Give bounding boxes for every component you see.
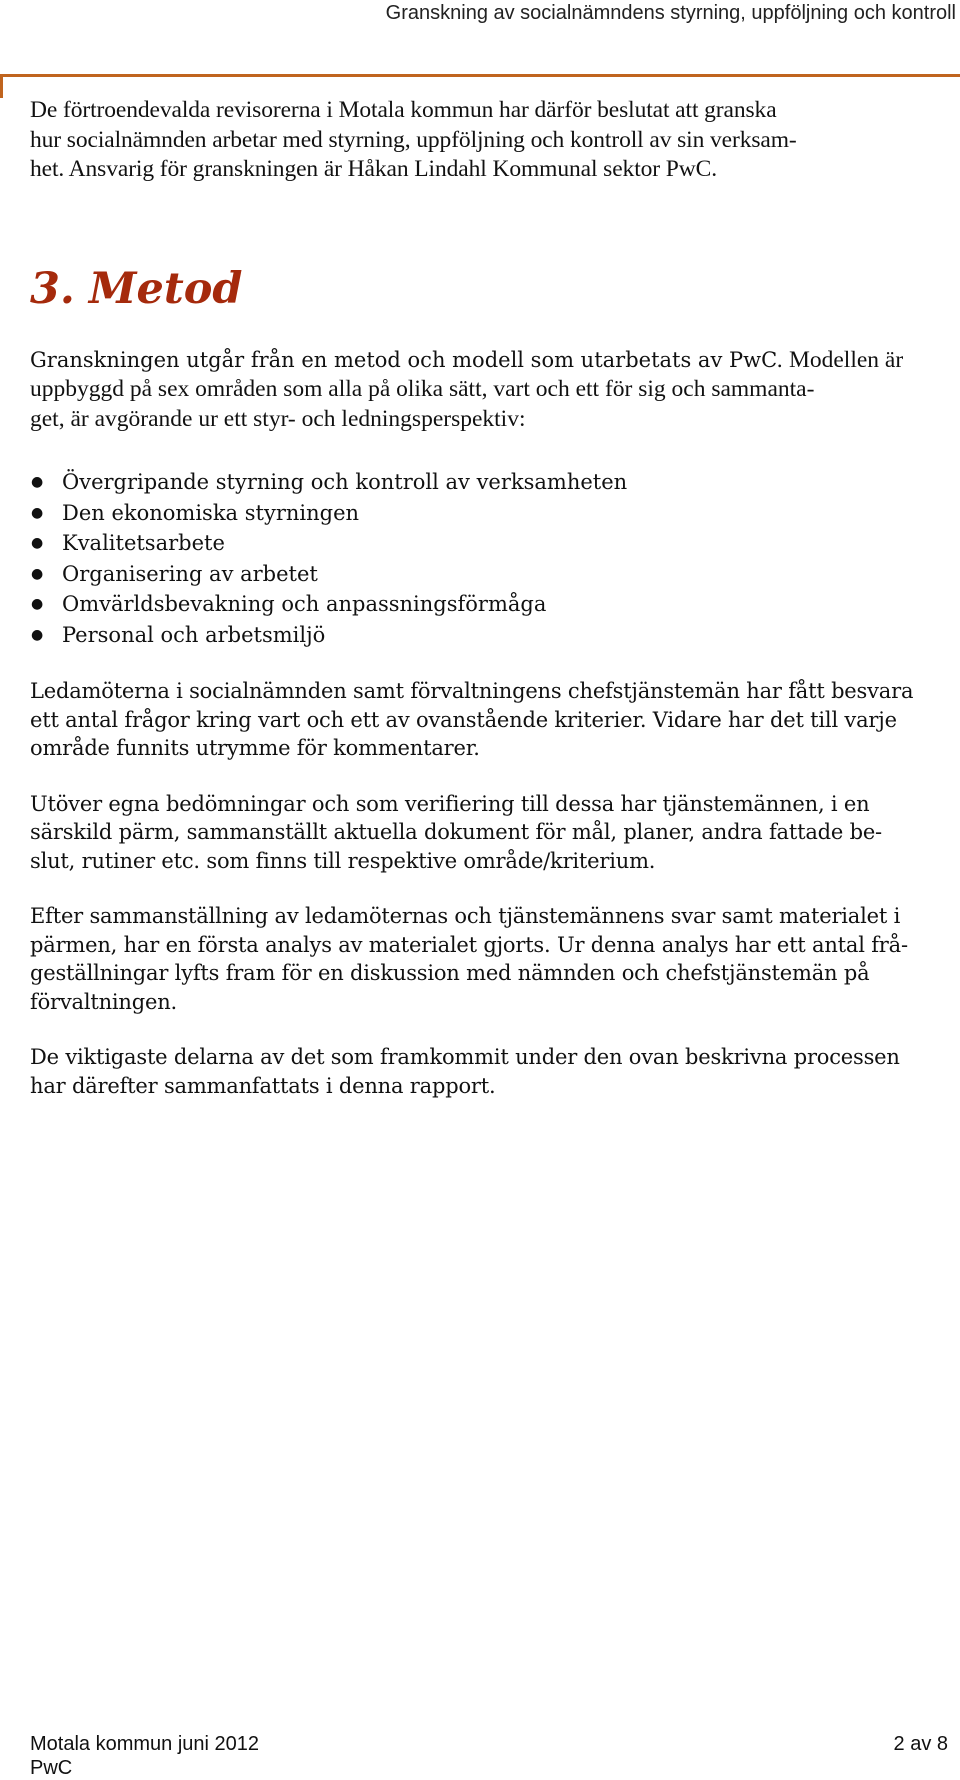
- paragraph-line: Ledamöterna i socialnämnden samt förvaltningens chefstjänstemän har fått besvara: [30, 679, 914, 703]
- paragraph-line: slut, rutiner etc. som finns till respektive område/kriterium.: [30, 848, 656, 873]
- paragraph-line: Utöver egna bedömningar och som verifiering till dessa har tjänstemännen, i en: [30, 791, 870, 816]
- footer-organization-date: Motala kommun juni 2012: [30, 1733, 260, 1755]
- method-line-part: Modellen är: [783, 346, 904, 373]
- body-paragraph: [30, 790, 960, 876]
- paragraph-line: har därefter sammanfattats i denna rapport.: [30, 1073, 496, 1098]
- criteria-item: [30, 528, 960, 559]
- method-line-part: Granskningen utgår från en metod och modell som utarbetats av PwC.: [30, 347, 784, 372]
- criteria-item-label: Övergripande styrning och kontroll av verksamheten: [62, 470, 628, 494]
- criteria-item: [30, 589, 960, 620]
- header-rule: [0, 74, 960, 77]
- criteria-item: [30, 498, 960, 529]
- criteria-item-label: Den ekonomiska styrningen: [62, 500, 360, 525]
- method-line: [30, 346, 960, 376]
- bullet-icon: ●: [31, 565, 44, 582]
- bullet-icon: ●: [31, 474, 44, 490]
- section-heading: [30, 263, 960, 315]
- criteria-item-label: Organisering av arbetet: [62, 561, 318, 586]
- page-body: [30, 96, 960, 1100]
- footer-company: PwC: [30, 1757, 73, 1779]
- body-paragraph: [30, 1043, 960, 1100]
- header-rule-tick: [0, 74, 3, 98]
- section-number: 3.: [30, 263, 75, 314]
- method-paragraph: [30, 346, 960, 435]
- paragraph-line: pärmen, har en första analys av materialet gjorts. Ur denna analys har ett antal frå-: [30, 932, 908, 957]
- method-line: get, är avgörande ur ett styr- och ledningsperspektiv:: [30, 405, 526, 432]
- criteria-item: [30, 620, 960, 651]
- bullet-icon: ●: [31, 504, 44, 521]
- paragraph-line: Efter sammanställning av ledamöternas och tjänstemännens svar samt materialet i: [30, 904, 901, 928]
- criteria-item: [30, 467, 960, 498]
- intro-paragraph: [30, 96, 960, 185]
- page-footer: [30, 1732, 948, 1780]
- section-title: Metod: [88, 263, 243, 314]
- paragraph-line: ett antal frågor kring vart och ett av ovanstående kriterier. Vidare har det till varje: [30, 707, 897, 732]
- footer-row: [30, 1732, 948, 1756]
- method-line: uppbyggd på sex områden som alla på olika sätt, vart och ett för sig och sammanta-: [30, 376, 815, 402]
- criteria-item-label: Omvärldsbevakning och anpassningsförmåga: [62, 592, 547, 616]
- paragraph-line: förvaltningen.: [30, 989, 178, 1014]
- intro-line: De förtroendevalda revisorerna i Motala kommun har därför beslutat att granska: [30, 97, 777, 123]
- intro-line: het. Ansvarig för granskningen är Håkan Lindahl Kommunal sektor PwC.: [30, 156, 717, 182]
- intro-line: hur socialnämnden arbetar med styrning, uppföljning och kontroll av sin verksam-: [30, 126, 797, 153]
- paragraph-line: särskild pärm, sammanställt aktuella dokument för mål, planer, andra fattade be-: [30, 820, 882, 844]
- bullet-icon: ●: [31, 626, 44, 643]
- body-paragraph: [30, 902, 960, 1016]
- body-paragraph: [30, 677, 960, 763]
- paragraph-line: geställningar lyfts fram för en diskussion med nämnden och chefstjänstemän på: [30, 961, 870, 985]
- page-number: 2 av 8: [893, 1733, 948, 1755]
- bullet-icon: ●: [31, 596, 44, 612]
- criteria-item-label: Personal och arbetsmiljö: [62, 622, 326, 647]
- paragraph-line: De viktigaste delarna av det som framkommit under den ovan beskrivna processen: [30, 1045, 900, 1069]
- running-header-title: Granskning av socialnämndens styrning, uppföljning och kontroll: [385, 2, 956, 24]
- criteria-item-label: Kvalitetsarbete: [62, 531, 225, 555]
- criteria-list: [30, 467, 960, 650]
- bullet-icon: ●: [31, 535, 44, 551]
- criteria-item: [30, 559, 960, 590]
- paragraph-line: område funnits utrymme för kommentarer.: [30, 736, 480, 760]
